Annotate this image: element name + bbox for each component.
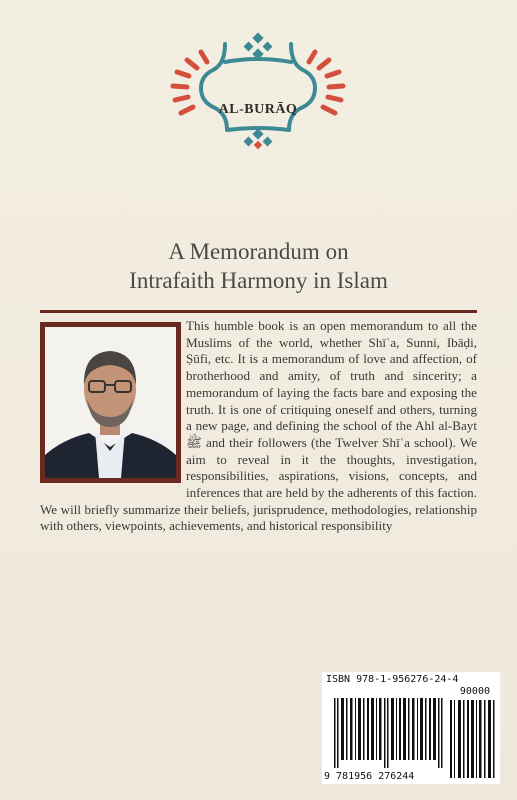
publisher-logo: [163, 30, 353, 150]
barcode-bars-icon: [334, 698, 444, 768]
isbn-barcode: [322, 672, 500, 784]
blurb-text: This humble book is an open memorandum to all the Muslims of the world, whether Shīʿa, Sunni, Ibāḍi, Ṣūfi, etc. It is a memorandum of love and affection, of brotherhood and amity, of truth and sincerity; a memorandum of laying the facts bare and exposing the truth. It is one of critiquing oneself and others, turning a new page, and defining the school of the Ahl al-Bayt ﷺ and their followers (the Twelver Shīʿa school). We aim to reveal in it the thoughts, investigation, responsibilities, aspirations, visions, concepts, and inferences that are held by the adherents of this faction. We will briefly summarize their beliefs, jurisprudence, methodologies, relationship with others, viewpoints, achievements, and historical responsibility: [40, 318, 477, 534]
logo-emblem-icon: [163, 30, 353, 150]
title-line-2: Intrafaith Harmony in Islam: [129, 268, 388, 293]
publisher-name: AL-BURĀQ: [218, 102, 298, 117]
book-blurb: [40, 318, 477, 535]
isbn-label: ISBN 978-1-956276-24-4: [326, 674, 459, 685]
price-code: 90000: [459, 686, 490, 697]
book-title: [40, 237, 477, 295]
barcode-digits: 9 781956 276244: [324, 771, 415, 782]
barcode-addon-icon: [448, 700, 496, 778]
title-divider: [40, 310, 477, 313]
title-line-1: A Memorandum on: [168, 239, 349, 264]
photo-spacer: [40, 318, 186, 488]
